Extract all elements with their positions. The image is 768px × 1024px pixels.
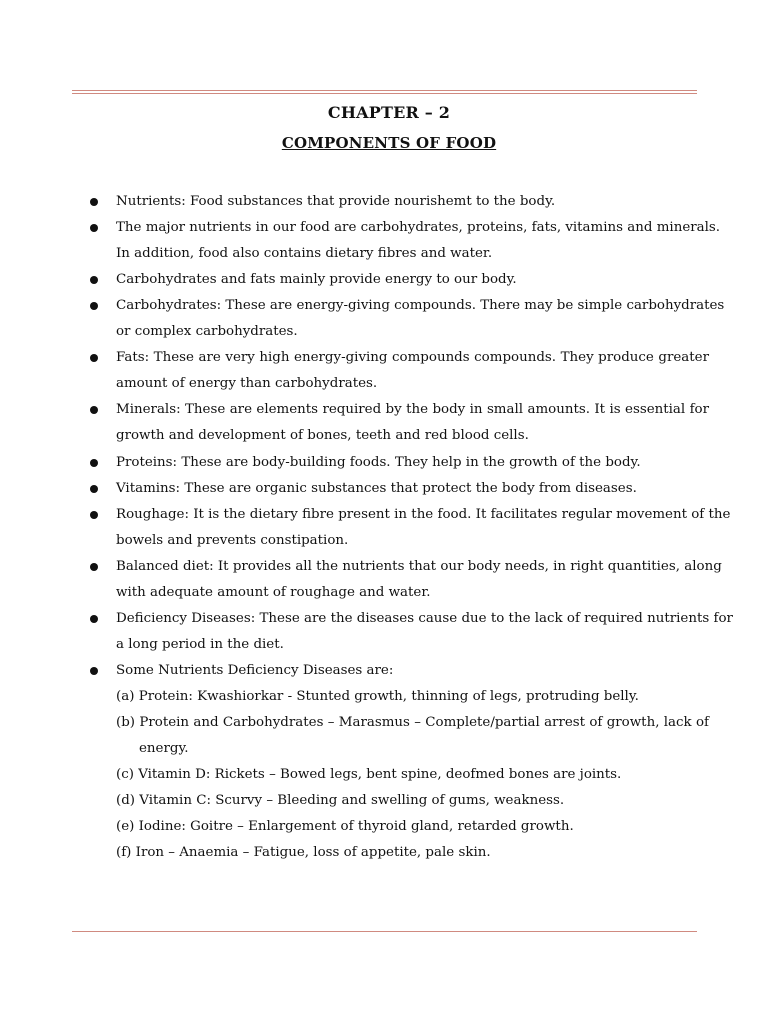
bullet-dot bbox=[90, 615, 98, 623]
bullet-dot bbox=[90, 406, 98, 414]
sub-item-line: (d) Vitamin C: Scurvy – Bleeding and swelling of gums, weakness. bbox=[116, 793, 565, 808]
list-item-line: or complex carbohydrates. bbox=[116, 324, 298, 339]
bullet-dot bbox=[90, 224, 98, 232]
page-title: COMPONENTS OF FOOD bbox=[281, 134, 497, 152]
bullet-dot bbox=[90, 276, 98, 284]
list-item-line: Carbohydrates: These are energy-giving compounds. There may be simple carbohydrates bbox=[116, 298, 725, 313]
sub-item-line: (b) Protein and Carbohydrates – Marasmus – Complete/partial arrest of growth, lack of bbox=[116, 715, 709, 730]
list-item-line: Nutrients: Food substances that provide nourishemt to the body. bbox=[116, 194, 556, 209]
bullet-dot bbox=[90, 198, 98, 206]
bullet-dot bbox=[90, 563, 98, 571]
list-item-line: Fats: These are very high energy-giving compounds compounds. They produce greater bbox=[116, 350, 709, 365]
list-item-line: amount of energy than carbohydrates. bbox=[116, 376, 378, 391]
sub-item-line: energy. bbox=[139, 741, 189, 756]
footer-rule bbox=[72, 931, 697, 932]
list-item-line: In addition, food also contains dietary fibres and water. bbox=[116, 246, 493, 261]
sub-item-line: (f) Iron – Anaemia – Fatigue, loss of appetite, pale skin. bbox=[116, 845, 491, 860]
list-item-line: growth and development of bones, teeth and red blood cells. bbox=[116, 428, 529, 443]
chapter-heading: CHAPTER – 2 bbox=[327, 103, 451, 122]
list-item-line: The major nutrients in our food are carbohydrates, proteins, fats, vitamins and minerals. bbox=[116, 220, 721, 235]
header-rule bbox=[72, 90, 697, 94]
list-item-line: a long period in the diet. bbox=[116, 637, 284, 652]
list-item-line: Deficiency Diseases: These are the diseases cause due to the lack of required nutrients for bbox=[116, 611, 733, 626]
list-item-line: Balanced diet: It provides all the nutrients that our body needs, in right quantities, along bbox=[116, 559, 722, 574]
sub-item-line: (a) Protein: Kwashiorkar - Stunted growth, thinning of legs, protruding belly. bbox=[116, 689, 639, 704]
list-item-line: Proteins: These are body-building foods. They help in the growth of the body. bbox=[116, 455, 641, 470]
list-item-line: Minerals: These are elements required by the body in small amounts. It is essential for bbox=[116, 402, 709, 417]
list-item-line: Some Nutrients Deficiency Diseases are: bbox=[116, 663, 394, 678]
list-item-line: Roughage: It is the dietary fibre present in the food. It facilitates regular movement of the bbox=[116, 507, 731, 522]
list-item-line: Carbohydrates and fats mainly provide energy to our body. bbox=[116, 272, 517, 287]
list-item-line: with adequate amount of roughage and water. bbox=[116, 585, 431, 600]
sub-item-line: (c) Vitamin D: Rickets – Bowed legs, bent spine, deofmed bones are joints. bbox=[116, 767, 622, 782]
bullet-dot bbox=[90, 511, 98, 519]
list-item-line: bowels and prevents constipation. bbox=[116, 533, 349, 548]
bullet-dot bbox=[90, 459, 98, 467]
bullet-dot bbox=[90, 302, 98, 310]
bullet-dot bbox=[90, 485, 98, 493]
list-item-line: Vitamins: These are organic substances that protect the body from diseases. bbox=[116, 481, 637, 496]
bullet-dot bbox=[90, 667, 98, 675]
bullet-dot bbox=[90, 354, 98, 362]
sub-item-line: (e) Iodine: Goitre – Enlargement of thyroid gland, retarded growth. bbox=[116, 819, 574, 834]
